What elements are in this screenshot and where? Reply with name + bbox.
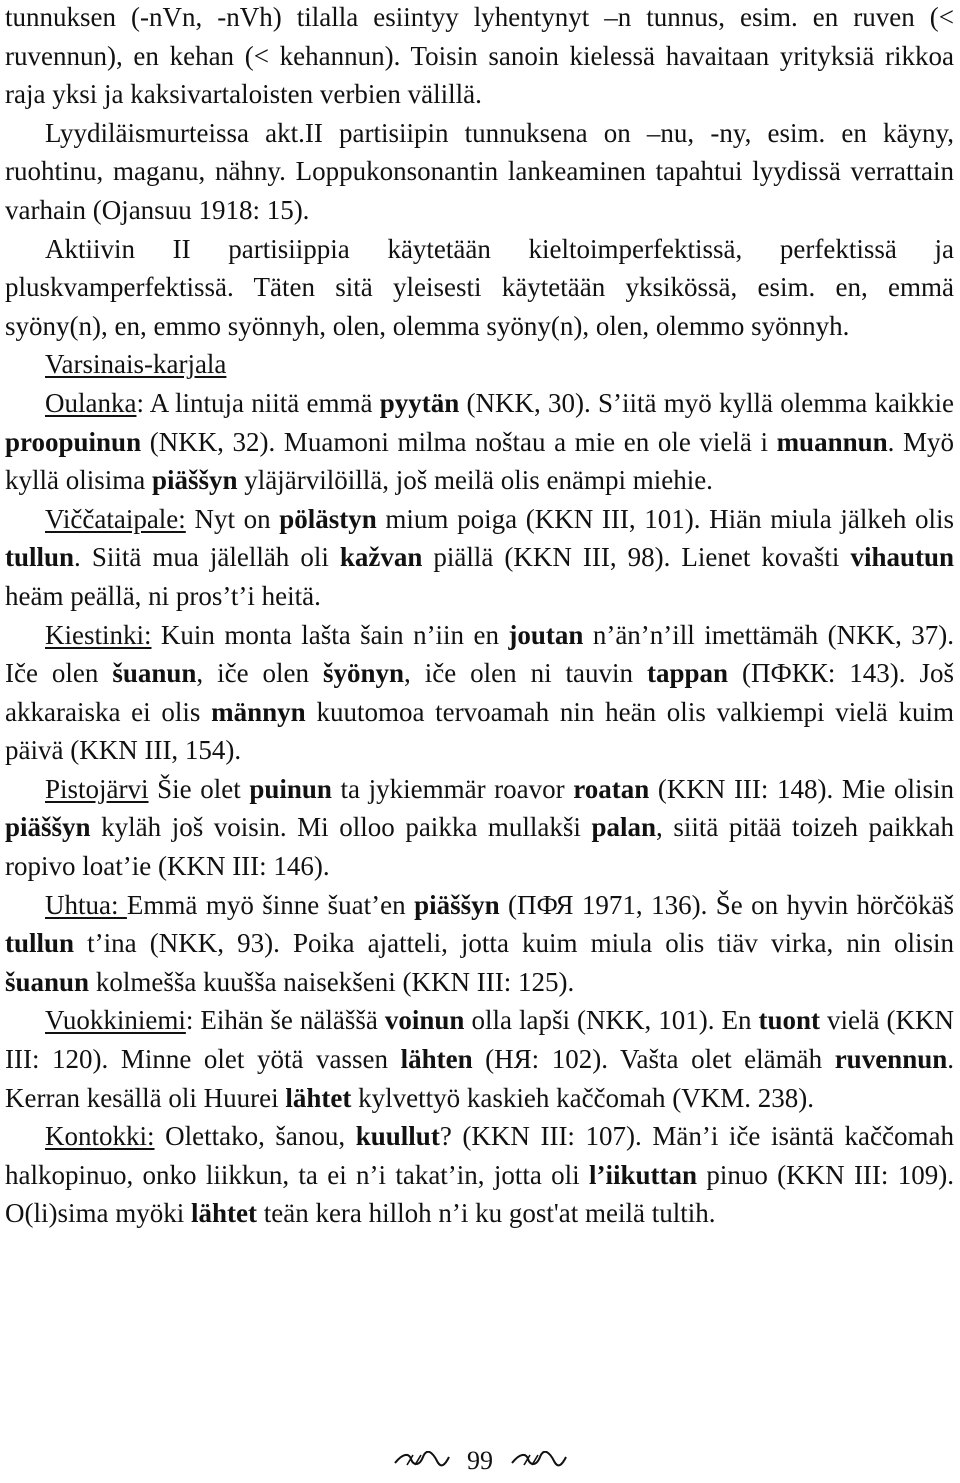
text-run: : A lintuja niitä emmä xyxy=(136,387,380,418)
bold-verb-form: voinun xyxy=(384,1005,465,1036)
text-run: (ПФЯ 1971, 136). Še on hyvin hörčökäš xyxy=(499,889,954,920)
text-run: . Siitä mua jälelläh oli xyxy=(74,542,340,573)
text-run: t’ina (NKK, 93). Poika ajatteli, jotta kuim miula olis tiäv virka, nin olisin xyxy=(74,928,954,959)
bold-verb-form: pölästyn xyxy=(279,503,377,534)
bold-verb-form: tappan xyxy=(646,658,729,689)
bold-verb-form: piäššyn xyxy=(5,812,91,843)
paragraph xyxy=(5,616,954,770)
text-run: Olettako, šanou, xyxy=(154,1121,356,1152)
dialect-location-heading: Oulanka xyxy=(45,387,137,418)
bold-verb-form: palan xyxy=(591,812,657,843)
paragraph xyxy=(5,345,954,384)
bold-verb-form: männyn xyxy=(211,696,306,727)
text-run: ? (KKN III: 107). Män’i iče isäntä kaččomah halkopinuo, onko liikkun, ta ei n’i takat’in, jotta oli xyxy=(5,1121,954,1190)
bold-verb-form: tullun xyxy=(5,928,75,959)
bold-verb-form: lähtet xyxy=(190,1198,257,1229)
text-run: heäm peällä, ni pros’t’i heitä. xyxy=(5,580,321,611)
text-run: mium poiga (KKN III, 101). Hiän miula jälkeh olis xyxy=(376,503,954,534)
bold-verb-form: kuullut xyxy=(355,1121,440,1152)
paragraph xyxy=(5,1001,954,1117)
text-run: (NKK, 32). Muamoni milma noštau a mie en ole vielä i xyxy=(141,426,777,457)
text-run: ta jykiemmär roavor xyxy=(331,773,574,804)
text-run: . Kerran kesällä oli Huurei xyxy=(5,1044,954,1113)
bold-verb-form: lähtet xyxy=(285,1082,352,1113)
bold-verb-form: pyytän xyxy=(379,387,460,418)
bold-verb-form: joutan xyxy=(508,619,584,650)
dialect-location-heading: Vuokkiniemi xyxy=(45,1005,186,1036)
text-run: Lyydiläismurteissa akt.II partisiipin tunnuksena on –nu, -ny, esim. en käyny, ruohtinu, maganu, nähny. Loppukonsonantin lankeaminen tapahtui lyydissä verrattain varhain (Ojansuu 1918: 15). xyxy=(5,117,954,225)
paragraph xyxy=(5,0,954,114)
text-run: teän kera hilloh n’i ku gost'at meilä tultih. xyxy=(256,1198,716,1229)
paragraph xyxy=(5,500,954,616)
dialect-location-heading: Viččataipale: xyxy=(45,503,186,534)
text-run: vielä (KKN III: 120). Minne olet yötä vassen xyxy=(5,1005,954,1075)
bold-verb-form: proopuinun xyxy=(5,426,142,457)
text-run: kylvettyö kaskieh kaččomah (VKM. 238). xyxy=(351,1082,815,1113)
bold-verb-form: kažvan xyxy=(339,542,423,573)
paragraph xyxy=(5,1117,954,1233)
paragraph xyxy=(5,770,954,886)
left-ornament-icon xyxy=(393,1448,451,1478)
text-run: n’än’n’ill imettämäh (NKK, 37). Iče olen xyxy=(5,619,954,689)
text-run: (KKN III: 148). Mie olisin xyxy=(649,773,954,804)
bold-verb-form: tullun xyxy=(5,542,75,573)
text-run: Emmä myö šinne šuat’en xyxy=(126,889,415,920)
text-run: tunnuksen (-nVn, -nVh) tilalla esiintyy lyhentynyt –n tunnus, esim. en ruven (< ruvennun), en kehan (< kehannun). Toisin sanoin kielessä havaitaan yrityksiä rikkoa raja yksi ja kaksivartaloisten verbien välillä. xyxy=(5,2,954,110)
text-run: Šie olet xyxy=(148,773,250,804)
dialect-location-heading: Uhtua: xyxy=(45,889,127,920)
text-run: Aktiivin II partisiippia käytetään kieltoimperfektissä, perfektissä ja pluskvamperfektissä. Täten sitä yleisesti käytetään yksikössä, esim. en, emmä syöny(n), en, emmo syönnyh, olen, olemma syöny(n), olen, olemmo syönnyh. xyxy=(5,233,954,341)
text-run: kolmešša kuušša naisekšeni (KKN III: 125). xyxy=(89,966,575,997)
bold-verb-form: vihautun xyxy=(850,542,954,573)
bold-verb-form: l’iikuttan xyxy=(588,1159,698,1190)
text-run: olla lapši (NKK, 101). En xyxy=(464,1005,759,1036)
text-run: Nyt on xyxy=(185,503,280,534)
paragraph xyxy=(5,230,954,346)
paragraph xyxy=(5,886,954,1002)
bold-verb-form: ruvennun xyxy=(834,1044,948,1075)
right-ornament-icon xyxy=(510,1448,568,1478)
bold-verb-form: piäššyn xyxy=(414,889,500,920)
text-run: , siitä pitää toizeh paikkah ropivo loat’ie (KKN III: 146). xyxy=(5,812,955,882)
text-run: (НЯ: 102). Vašta olet elämäh xyxy=(472,1044,835,1075)
dialect-location-heading: Pistojärvi xyxy=(45,773,149,804)
bold-verb-form: puinun xyxy=(249,773,332,804)
text-run: (NKK, 30). S’iitä myö kyllä olemma kaikkie xyxy=(459,387,954,418)
text-run: , iče olen xyxy=(196,658,323,689)
text-run: . Myö kyllä olisima xyxy=(5,426,954,496)
body-text xyxy=(5,0,954,1233)
bold-verb-form: roatan xyxy=(573,773,650,804)
bold-verb-form: šuanun xyxy=(5,966,90,997)
text-run: Kuin monta lašta šain n’iin en xyxy=(151,619,509,650)
text-run: , iče olen ni tauvin xyxy=(404,658,647,689)
text-run: yläjärvilöillä, još meilä olis enämpi miehie. xyxy=(237,465,713,496)
dialect-location-heading: Kiestinki: xyxy=(45,619,152,650)
bold-verb-form: šyönyn xyxy=(322,658,405,689)
text-run: : Eihän še näläššä xyxy=(185,1005,385,1036)
text-run: pinuo (KKN III: 109). O(li)sima myöki xyxy=(5,1159,954,1229)
bold-verb-form: muannun xyxy=(776,426,888,457)
text-run: kuutomoa tervoamah nin heän olis valkiempi vielä kuim päivä (KKN III, 154). xyxy=(5,696,954,766)
paragraph xyxy=(5,114,954,230)
page-footer xyxy=(0,1446,960,1478)
text-run: kyläh još voisin. Mi olloo paikka mullakši xyxy=(90,812,592,843)
bold-verb-form: lähten xyxy=(400,1044,473,1075)
bold-verb-form: šuanun xyxy=(112,658,197,689)
paragraph xyxy=(5,384,954,500)
text-run: piällä (KKN III, 98). Lienet kovašti xyxy=(422,542,851,573)
bold-verb-form: tuont xyxy=(758,1005,820,1036)
bold-verb-form: piäššyn xyxy=(151,465,238,496)
dialect-location-heading: Kontokki: xyxy=(45,1121,155,1152)
page-number: 99 xyxy=(467,1446,493,1475)
text-run: (ПФКК: 143). Još akkaraiska ei olis xyxy=(5,658,954,727)
dialect-location-heading: Varsinais-karjala xyxy=(45,349,227,380)
